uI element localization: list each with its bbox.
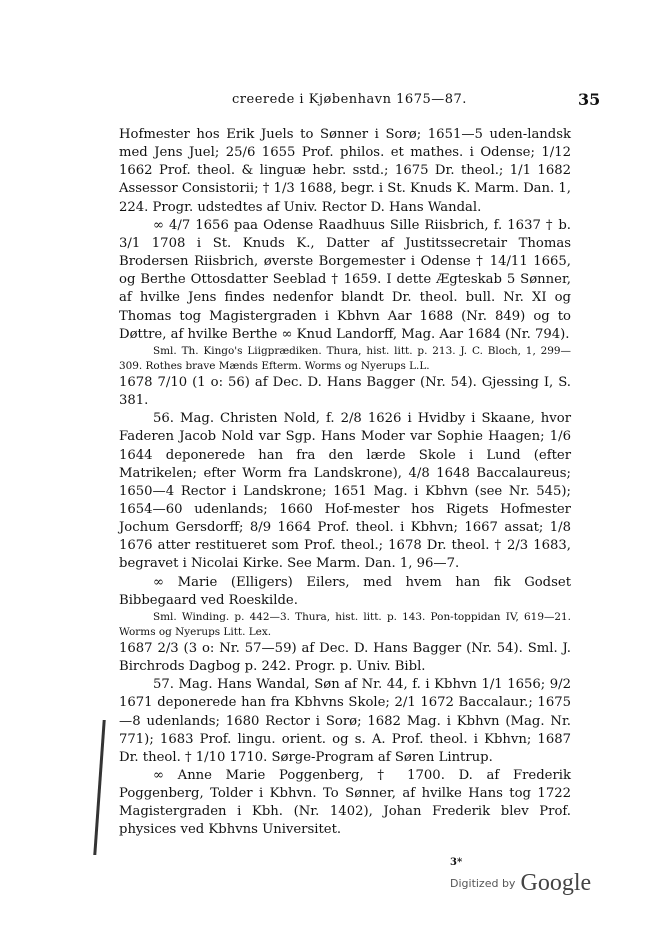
signature-mark: 3* [450,857,463,868]
google-logo: Google [520,870,592,896]
running-head: creerede i Kjøbenhavn 1675—87. [232,92,467,107]
paragraph-marriage-eilers: ∞ Marie (Elligers) Eilers, med hvem han fik Godset Bibbegaard ved Roeskilde. [119,574,571,608]
digitized-by-text: Digitized by [450,877,516,890]
paragraph-year-1678: 1678 7/10 (1 o: 56) af Dec. D. Hans Bagger (Nr. 54). Gjessing I, S. 381. [119,374,571,409]
page-number: 35 [578,90,601,109]
body-text [119,126,571,840]
paragraph-entry-57: 57. Mag. Hans Wandal, Søn af Nr. 44, f. i Kbhvn 1/1 1656; 9/2 1671 deponerede han fra Kbhvns Skole; 2/1 1672 Baccalaur.; 1675—8 udenlands; 1680 Rector i Sorø; 1682 Mag. i Kbhvn (Mag. Nr. 771); 1683 Prof. lingu. orient. og s. A. Prof. theol. i Kbhvn; 1687 Dr. theol. † 1/10 1710. Sørge-Program af Søren Lintrup. [119,677,571,765]
paragraph-references-kingo: Sml. Th. Kingo's Liigprædiken. Thura, hist. litt. p. 213. J. C. Bloch, 1, 299—309. Rothes brave Mænds Efterm. Worms og Nyerups L.L. [119,344,571,372]
digitized-by-google-watermark [450,870,591,897]
paragraph-year-1687: 1687 2/3 (3 o: Nr. 57—59) af Dec. D. Hans Bagger (Nr. 54). Sml. J. Birchrods Dagbog p. 242. Progr. p. Univ. Bibl. [119,640,571,675]
paragraph-hofmester: Hofmester hos Erik Juels to Sønner i Sorø; 1651—5 uden-landsk med Jens Juel; 25/6 1655 Prof. philos. et mathes. i Odense; 1/12 1662 Prof. theol. & linguæ hebr. sstd.; 1675 Dr. theol.; 1/1 1682 Assessor Consistorii; † 1/3 1688, begr. i St. Knuds K. Marm. Dan. 1, 224. Progr. udstedtes af Univ. Rector D. Hans Wandal. [119,127,571,215]
paragraph-references-winding: Sml. Winding. p. 442—3. Thura, hist. litt. p. 143. Pon-toppidan IV, 619—21. Worms og Nyerups Litt. Lex. [119,610,571,638]
paragraph-entry-56: 56. Mag. Christen Nold, f. 2/8 1626 i Hvidby i Skaane, hvor Faderen Jacob Nold var Sgp. Hans Moder var Sophie Haagen; 1/6 1644 deponerede han fra den lærde Skole i Lund (efter Matrikelen; efter Worm fra Landskrone), 4/8 1648 Baccalaureus; 1650—4 Rector i Landskrone; 1651 Mag. i Kbhvn (see Nr. 545); 1654—60 udenlands; 1660 Hof-mester hos Rigets Hofmester Jochum Gersdorff; 8/9 1664 Prof. theol. i Kbhvn; 1667 assat; 1/8 1676 atter restitueret som Prof. theol.; 1678 Dr. theol. † 2/3 1683, begravet i Nicolai Kirke. See Marm. Dan. 1, 96—7. [119,411,571,572]
paragraph-marriage-riisbrich: ∞ 4/7 1656 paa Odense Raadhuus Sille Riisbrich, f. 1637 † b. 3/1 1708 i St. Knuds K., Datter af Justitssecretair Thomas Brodersen Riisbrich, øverste Borgemester i Odense † 14/11 1665, og Berthe Ottosdatter Seeblad † 1659. I dette Ægteskab 5 Sønner, af hvilke Jens findes nedenfor blandt Dr. theol. bull. Nr. XI og Thomas tog Magistergraden i Kbhvn Aar 1688 (Nr. 849) og to Døttre, af hvilke Berthe ∞ Knud Landorff, Mag. Aar 1684 (Nr. 794). [119,217,571,342]
margin-pen-stroke [93,720,105,855]
paragraph-marriage-poggenberg: ∞ Anne Marie Poggenberg, † 1700. D. af Frederik Poggenberg, Tolder i Kbhvn. To Sønner, af hvilke Hans tog 1722 Magistergraden i Kbh. (Nr. 1402), Johan Frederik blev Prof. physices ved Kbhvns Universitet. [119,768,571,838]
